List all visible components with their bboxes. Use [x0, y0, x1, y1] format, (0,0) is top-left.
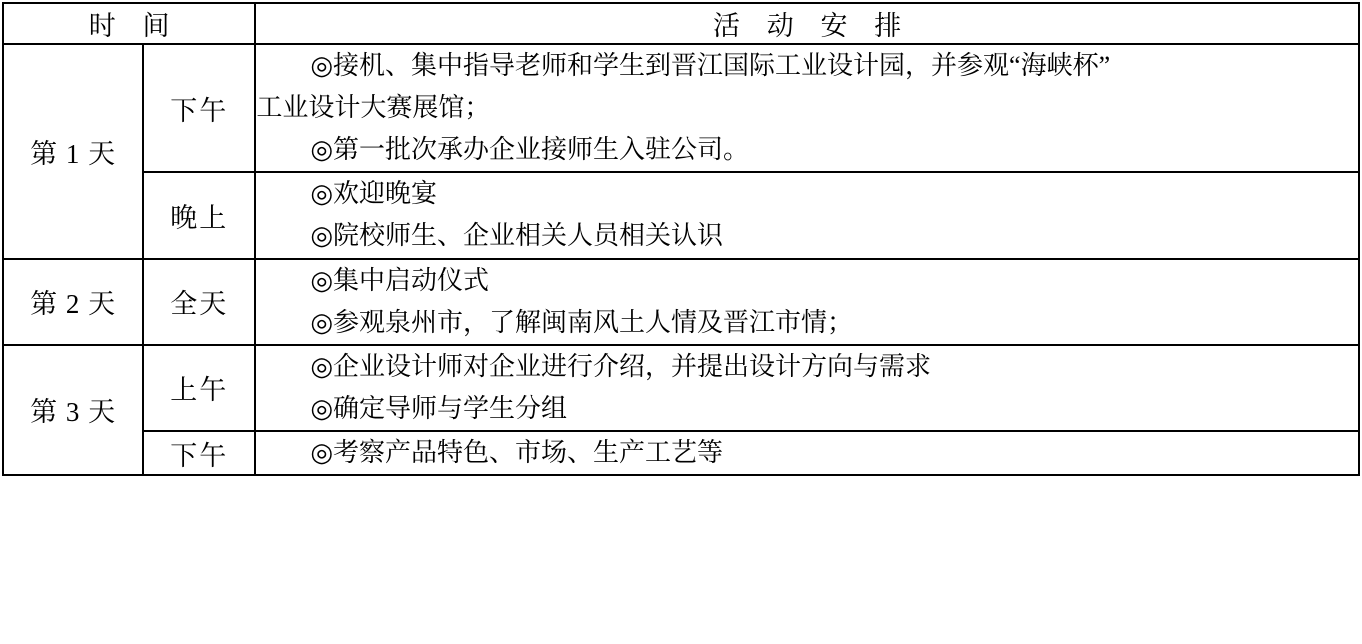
- header-time: 时 间: [3, 3, 255, 44]
- activity-line: ◎企业设计师对企业进行介绍，并提出设计方向与需求: [310, 351, 932, 381]
- activity-cell: [255, 345, 1359, 431]
- table-row: [3, 259, 1359, 345]
- header-activity: 活 动 安 排: [255, 3, 1359, 44]
- activity-line: ◎参观泉州市，了解闽南风土人情及晋江市情；: [310, 307, 854, 337]
- table-row: [3, 431, 1359, 475]
- part-label: 下午: [143, 431, 255, 475]
- activity-line: ◎院校师生、企业相关人员相关认识: [310, 221, 724, 251]
- activity-cell: [255, 431, 1359, 475]
- part-label: 晚上: [143, 172, 255, 258]
- part-label: 全天: [143, 259, 255, 345]
- activity-line: ◎接机、集中指导老师和学生到晋江国际工业设计园，并参观“海峡杯”: [310, 51, 1111, 80]
- day-label: 第 2 天: [3, 259, 143, 345]
- day-label: 第 3 天: [3, 345, 143, 475]
- day-label: 第 1 天: [3, 44, 143, 259]
- activity-line: ◎确定导师与学生分组: [310, 393, 568, 423]
- activity-line: ◎考察产品特色、市场、生产工艺等: [310, 437, 724, 467]
- activity-cell: [255, 259, 1359, 345]
- activity-line: ◎第一批次承办企业接师生入驻公司。: [310, 135, 750, 165]
- table-header-row: [3, 3, 1359, 44]
- schedule-table: [2, 2, 1360, 476]
- part-label: 下午: [143, 44, 255, 172]
- table-row: [3, 345, 1359, 431]
- activity-line: ◎欢迎晚宴: [310, 179, 438, 209]
- table-row: [3, 44, 1359, 172]
- document-page: [0, 2, 1362, 644]
- activity-cell: [255, 44, 1359, 172]
- activity-line: ◎集中启动仪式: [310, 265, 490, 295]
- activity-cell: [255, 172, 1359, 258]
- activity-line: 工业设计大赛展馆；: [256, 93, 491, 123]
- table-row: [3, 172, 1359, 258]
- part-label: 上午: [143, 345, 255, 431]
